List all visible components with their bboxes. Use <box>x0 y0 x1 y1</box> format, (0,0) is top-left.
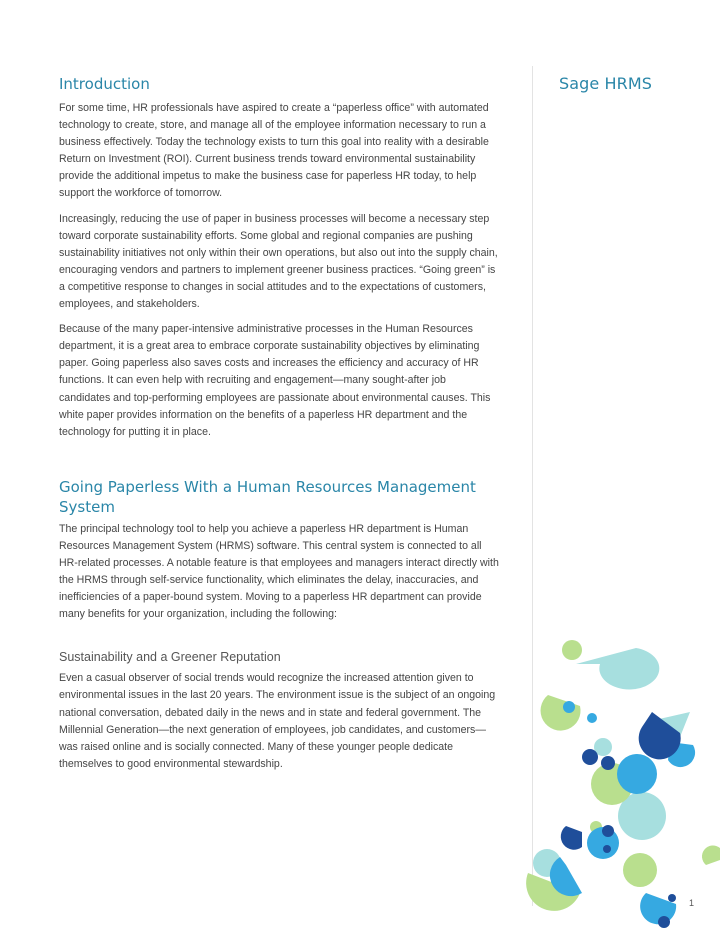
introduction-heading: Introduction <box>59 75 150 93</box>
introduction-paragraph-1: For some time, HR professionals have aspired to create a “paperless office” with automated technology to create, store, and manage all of the employee information necessary to run a business effectively. Today the technology exists to turn this goal into reality with a desirable Return on Investment (ROI). Current business trends toward environmental sustainability provide the additional impetus to make the business case for paperless HR today, to help support the workforce of tomorrow. <box>59 102 489 200</box>
going-paperless-paragraph: The principal technology tool to help you achieve a paperless HR department is Human Resources Management System (HRMS) software. This central system is connected to all HR-related processes. A notable feature is that employees and managers interact directly with the HRMS through self-service functionality, which eliminates the delay, inaccuracies, and inefficiencies of a paper-bound system. Moving to a paperless HR department can provide many benefits for your organization, including the following: <box>59 522 499 621</box>
introduction-paragraph-3: Because of the many paper-intensive administrative processes in the Human Resources department, it is a great area to embrace corporate sustainability objectives by eliminating paper. Going paperless also saves costs and increases the efficiency and accuracy of HR functions. It can even help with recruiting and engagement—many sought-after job candidates and top-performing employees are passionate about environmental causes. This white paper provides information on the benefits of a paperless HR department and the technology for putting it in place. <box>59 323 491 438</box>
sustainability-paragraph: Even a casual observer of social trends would recognize the increased attention given to environmental issues in the last 20 years. The environment issue is the subject of an ongoing national conversation, debated daily in the news and in state and federal government. The Millennial Generation—the next generation of employees, job candidates, and customers—was raised online and is socially connected. Many of these younger people dedicate themselves to good environmental stewardship. <box>59 672 496 770</box>
page-number: 1 <box>689 898 695 908</box>
brand-label: Sage HRMS <box>559 74 653 93</box>
sustainability-heading: Sustainability and a Greener Reputation <box>59 650 281 665</box>
introduction-paragraph-2: Increasingly, reducing the use of paper in business processes will become a necessary step toward corporate sustainability efforts. Some global and regional companies are pushing sustainability initiatives not only within their own operations, but also out into the supply chain, encouraging vendors and partners to implement greener business practices. “Going green” is a competitive response to changes in social attitudes and to the expectations of customers, employees, and stakeholders. <box>59 212 498 311</box>
going-paperless-heading: Going Paperless With a Human Resources Management System <box>59 477 476 516</box>
